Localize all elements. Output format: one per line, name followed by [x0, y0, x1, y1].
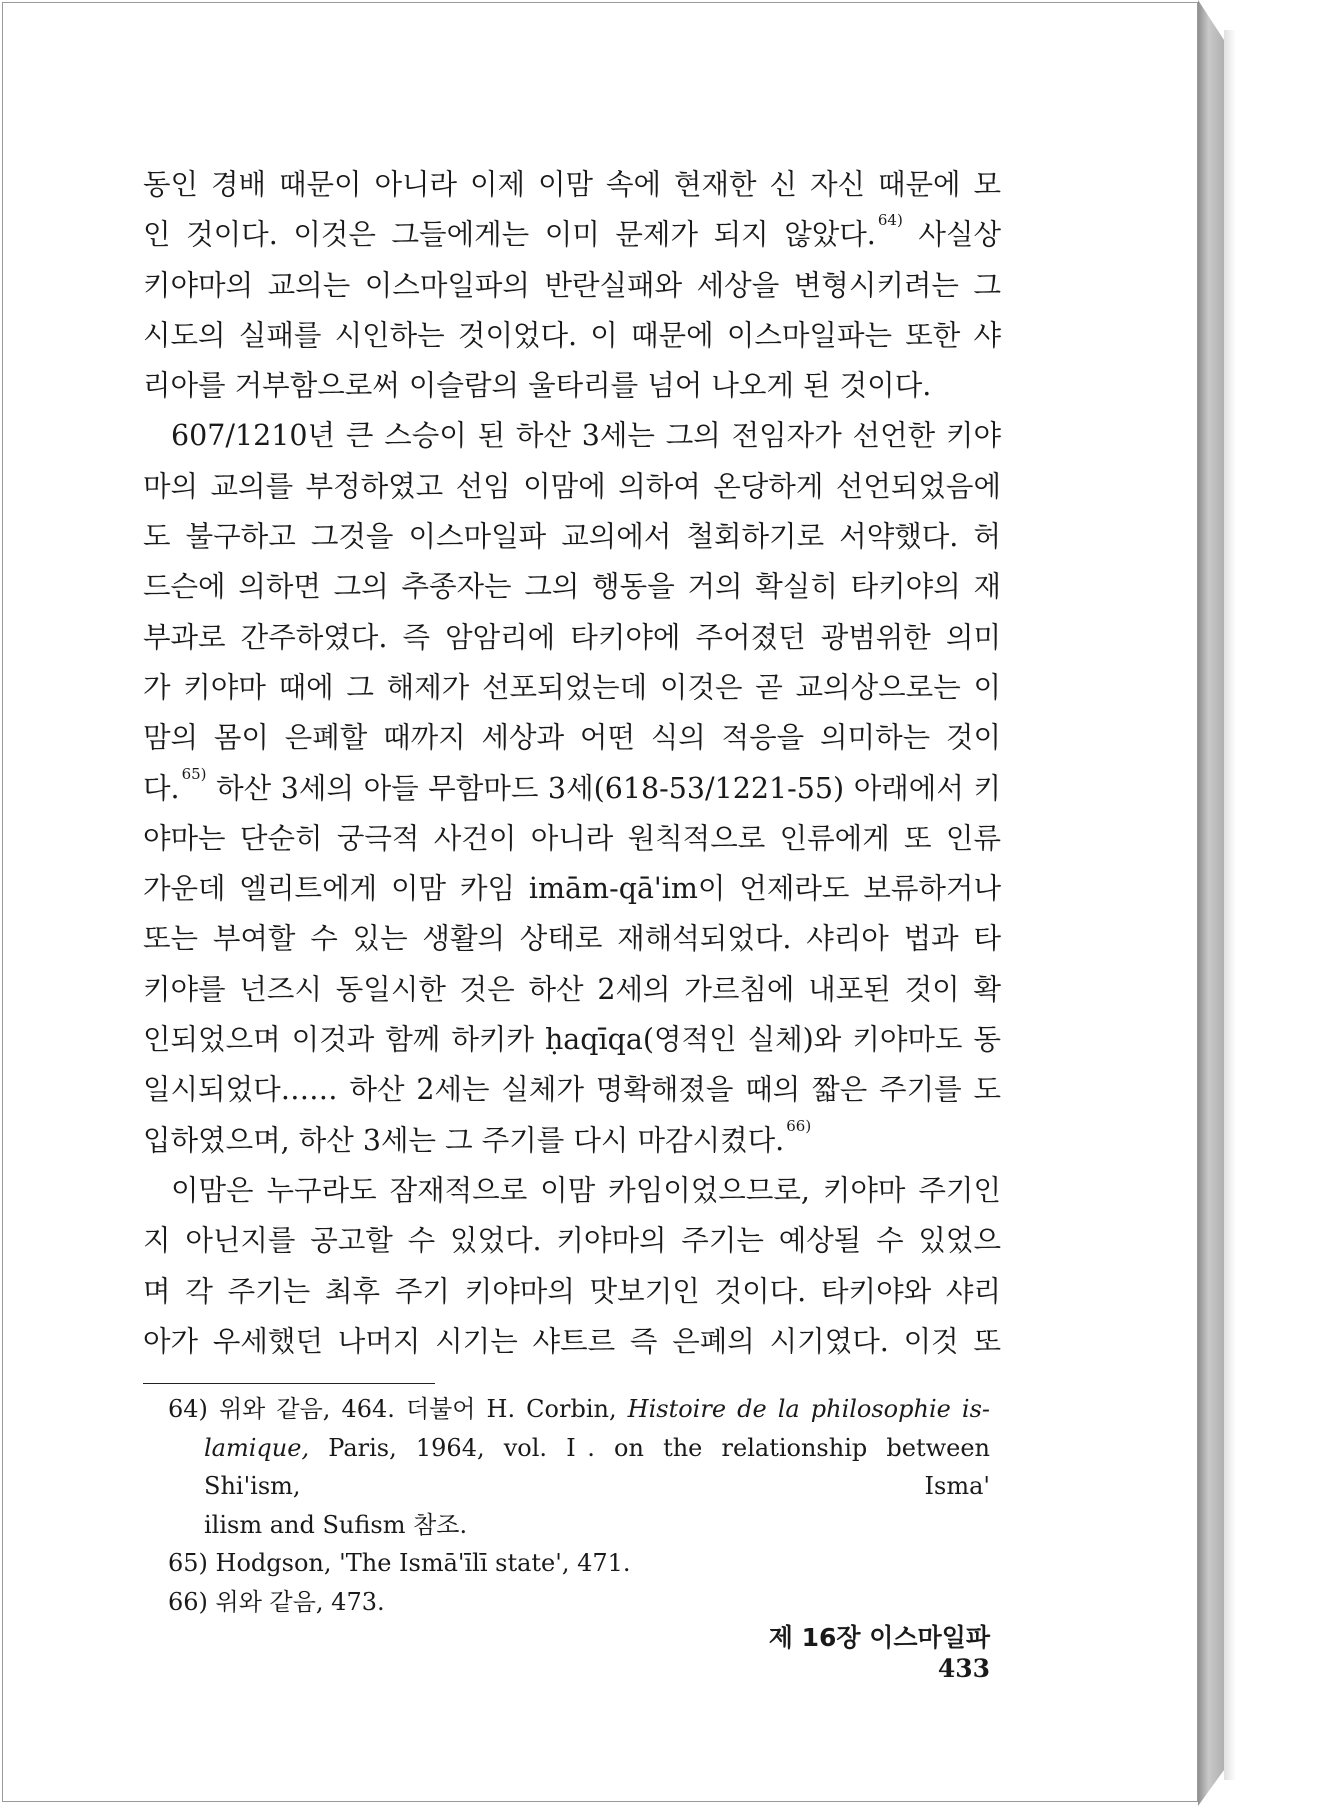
page-edge	[1198, 0, 1224, 1806]
footnote-64-cont: ilism and Sufism 참조.	[204, 1510, 468, 1539]
footnote-number: 65)	[168, 1549, 208, 1577]
footnote-64-cont	[168, 1429, 990, 1506]
text-line: 키야마의 교의는 이스마일파의 반란실패와 세상을 변형시키려는 그	[143, 268, 1001, 302]
page-number: 433	[937, 1654, 990, 1683]
text-line: 도 불구하고 그것을 이스마일파 교의에서 철회하기로 서약했다. 허	[143, 520, 1001, 554]
footnote-ref-65[interactable]: 65)	[181, 764, 207, 783]
main-text	[143, 160, 1001, 1367]
text-line: 인되었으며 이것과 함께 하키카 ḥaqīqa(영적인 실체)와 키야마도 동	[143, 1023, 1001, 1057]
text-line: 607/1210년 큰 스승이 된 하산 3세는 그의 전임자가 선언한 키야	[171, 419, 1001, 453]
text-line: 키야를 넌즈시 동일시한 것은 하산 2세의 가르침에 내포된 것이 확	[143, 972, 1001, 1006]
footnote-ref-64[interactable]: 64)	[877, 211, 903, 230]
text-line	[143, 764, 1001, 814]
text-line: 일시되었다…… 하산 2세는 실체가 명확해졌을 때의 짧은 주기를 도	[143, 1073, 1001, 1107]
text-line: 가운데 엘리트에게 이맘 카임 imām-qā'im이 언제라도 보류하거나	[143, 872, 1001, 906]
footnote-ref-66[interactable]: 66)	[786, 1116, 812, 1135]
text-span: 하산 3세의 아들 무함마드 3세(618-53/1221-55) 아래에서 키	[216, 771, 1001, 805]
text-span: 사실상	[918, 218, 1002, 252]
text-line: 맘의 몸이 은폐할 때까지 세상과 어떤 식의 적응을 의미하는 것이	[143, 721, 1001, 755]
text-line: 아가 우세했던 나머지 시기는 샤트르 즉 은폐의 시기였다. 이것 또	[143, 1324, 1001, 1358]
footnote-number: 66)	[168, 1587, 208, 1616]
footnote-title: lamique,	[204, 1433, 310, 1462]
footnote-title: Histoire de la philosophie is-	[627, 1395, 990, 1423]
text-line: 이맘은 누구라도 잠재적으로 이맘 카임이었으므로, 키야마 주기인	[171, 1173, 1001, 1207]
footnote-number: 64)	[168, 1395, 208, 1423]
text-span: 인 것이다. 이것은 그들에게는 이미 문제가 되지 않았다.	[143, 218, 876, 252]
footnote-66	[168, 1583, 990, 1622]
text-span: 다.	[143, 771, 180, 805]
text-line: 드슨에 의하면 그의 추종자는 그의 행동을 거의 확실히 타키야의 재	[143, 570, 1001, 604]
text-line: 리아를 거부함으로써 이슬람의 울타리를 넘어 나오게 된 것이다.	[143, 369, 932, 403]
text-line: 마의 교의를 부정하였고 선임 이맘에 의하여 온당하게 선언되었음에	[143, 469, 1001, 503]
text-line: 또는 부여할 수 있는 생활의 상태로 재해석되었다. 샤리아 법과 타	[143, 922, 1001, 956]
text-line: 며 각 주기는 최후 주기 키야마의 맛보기인 것이다. 타키야와 샤리	[143, 1274, 1001, 1308]
text-line: 가 키야마 때에 그 해제가 선포되었는데 이것은 곧 교의상으로는 이	[143, 670, 1001, 704]
footnote-text: 위와 같음, 464. 더불어 H. Corbin,	[218, 1395, 617, 1423]
text-line: 동인 경배 때문이 아니라 이제 이맘 속에 현재한 신 자신 때문에 모	[143, 168, 1001, 201]
footnote-64	[168, 1390, 990, 1429]
text-line: 시도의 실패를 시인하는 것이었다. 이 때문에 이스마일파는 또한 샤	[143, 318, 1001, 352]
chapter-title: 제 16장 이스마일파	[768, 1623, 990, 1652]
text-span: 입하였으며, 하산 3세는 그 주기를 다시 마감시켰다.	[143, 1123, 785, 1157]
footnote-text: Paris, 1964, vol. Ⅰ. on the relationship between Shi'ism, Isma'	[204, 1433, 991, 1500]
text-line: 부과로 간주하였다. 즉 암암리에 타키야에 주어졌던 광범위한 의미	[143, 620, 1001, 654]
text-line: 야마는 단순히 궁극적 사건이 아니라 원칙적으로 인류에게 또 인류	[143, 821, 1001, 855]
footnote-65	[168, 1544, 990, 1583]
page-shadow	[1224, 30, 1236, 1780]
text-line	[143, 1116, 1001, 1166]
footnote-text: Hodgson, 'The Ismā'īlī state', 471.	[215, 1549, 631, 1577]
footnotes	[168, 1390, 990, 1621]
text-line	[143, 210, 1001, 260]
footnote-text: 위와 같음, 473.	[215, 1587, 385, 1616]
footnote-divider	[143, 1383, 435, 1384]
text-line: 지 아닌지를 공고할 수 있었다. 키야마의 주기는 예상될 수 있었으	[143, 1224, 1001, 1258]
running-footer	[700, 1618, 990, 1683]
